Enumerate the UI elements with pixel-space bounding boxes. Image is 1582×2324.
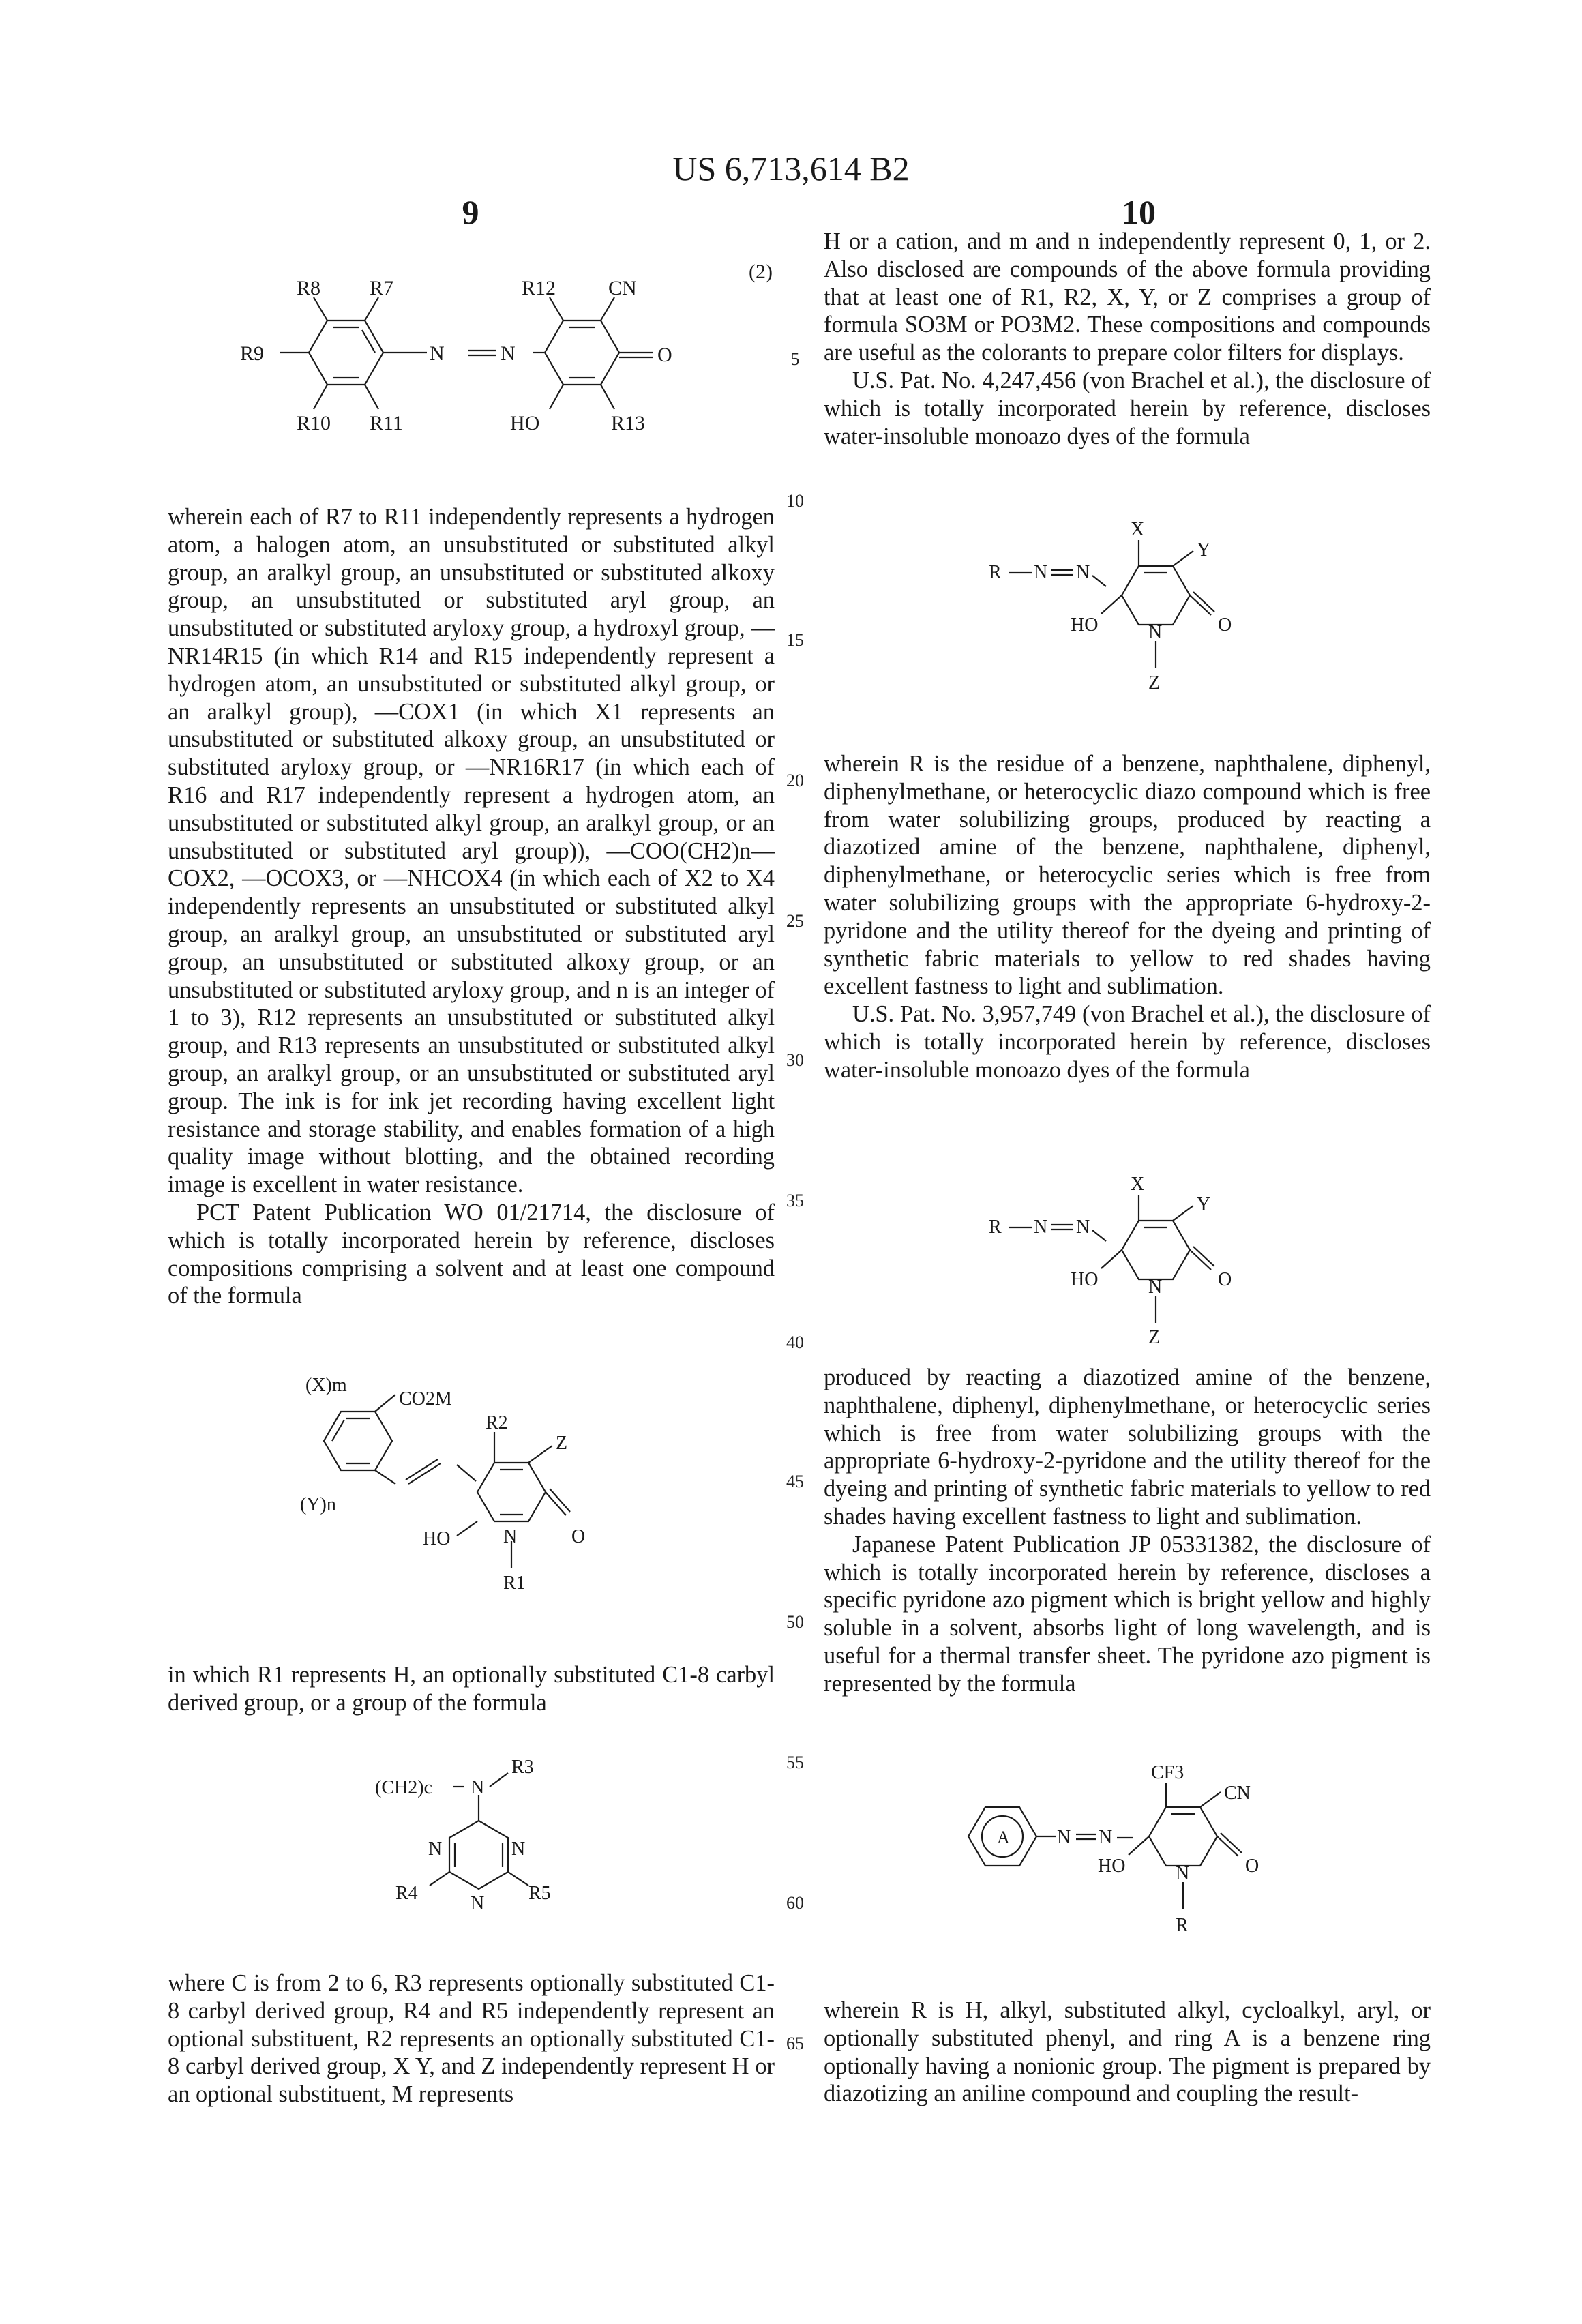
- right-column-lower: [824, 1364, 1431, 1698]
- label-n-top: N: [471, 1777, 484, 1798]
- label-r10: R10: [297, 412, 331, 434]
- left-column: [168, 503, 775, 1310]
- label-r5: R5: [528, 1883, 551, 1904]
- label-r: R: [989, 562, 1002, 583]
- label-o: O: [1245, 1856, 1259, 1877]
- line-number: 55: [775, 1753, 816, 1773]
- label-yn: (Y)n: [300, 1494, 336, 1515]
- line-number: 25: [775, 911, 816, 932]
- para-last: wherein R is H, alkyl, substituted alkyl, cycloalkyl, aryl, or optionally substituted phenyl, and ring A is a benzene ring optionally having a nonionic group. The pigment is prepared by diazotizing an aniline compound and coupling the result-: [824, 1997, 1431, 2108]
- label-azo-n1: N: [1034, 562, 1047, 583]
- label-o: O: [657, 344, 672, 366]
- patent-number: US 6,713,614 B2: [0, 149, 1582, 188]
- label-r8: R8: [297, 277, 320, 299]
- label-r13: R13: [611, 412, 645, 434]
- left-column-where: [168, 1969, 775, 2109]
- label-azo-n1: N: [1057, 1827, 1071, 1848]
- label-r7: R7: [370, 277, 393, 299]
- label-n-right: N: [511, 1838, 525, 1860]
- line-number: 45: [775, 1472, 816, 1492]
- structure-pyridone-2: [989, 1159, 1302, 1377]
- structure-pyridone-1: [989, 505, 1302, 723]
- label-r: R: [989, 1217, 1002, 1238]
- label-o: O: [1218, 1269, 1232, 1290]
- label-ho: HO: [1098, 1856, 1125, 1877]
- label-cf3: CF3: [1151, 1762, 1184, 1783]
- line-number: 50: [775, 1612, 816, 1633]
- label-cn: CN: [608, 277, 637, 299]
- para-749: U.S. Pat. No. 3,957,749 (von Brachel et al.), the disclosure of which is totally incorporated herein by reference, discloses water-insoluble monoazo dyes of the formula: [824, 1000, 1431, 1084]
- line-number: 10: [775, 491, 816, 511]
- label-azo-n1: N: [1034, 1217, 1047, 1238]
- label-r3: R3: [511, 1757, 534, 1778]
- label-n: N: [1148, 1277, 1162, 1298]
- label-r: R: [1176, 1915, 1189, 1936]
- label-cn: CN: [1224, 1783, 1251, 1804]
- label-y: Y: [1197, 1194, 1210, 1215]
- formula-tag: (2): [749, 260, 773, 284]
- structure-jp-pigment: [934, 1753, 1343, 1978]
- para-wherein-r: wherein R is the residue of a benzene, naphthalene, diphenyl, diphenylmethane, or heterocyclic diazo compound which is free from water solubilizing groups, produced by reacting a diazotized amine of the benzene, naphthalene, diphenyl, diphenylmethane, or heterocyclic series which is free from water solubilizing groups with the appropriate 6-hydroxy-2-pyridone and the utility thereof for the dyeing and printing of synthetic fabric materials to yellow to red shades having excellent fastness to light and sublimation.: [824, 750, 1431, 1000]
- label-r1: R1: [503, 1573, 526, 1594]
- label-azo-n2: N: [1076, 562, 1090, 583]
- para-produced: produced by reacting a diazotized amine of the benzene, naphthalene, diphenyl, diphenylmethane, or heterocyclic series which is free from water solubilizing groups with the appropriate 6-hydroxy-2-pyridone and the utility thereof for the dyeing and printing of synthetic fabric materials to yellow to red shades having excellent fastness to light and sublimation.: [824, 1364, 1431, 1531]
- label-xm: (X)m: [305, 1375, 347, 1396]
- label-n-bottom: N: [471, 1893, 484, 1914]
- right-column-top: [824, 228, 1431, 450]
- label-r9: R9: [240, 342, 264, 365]
- label-r12: R12: [522, 277, 556, 299]
- label-co2m: CO2M: [399, 1388, 452, 1410]
- right-page-number: 10: [1098, 192, 1180, 232]
- line-number: 15: [775, 630, 816, 651]
- line-number: 65: [775, 2034, 816, 2054]
- right-column-end: [824, 1997, 1431, 2108]
- label-ho: HO: [423, 1528, 450, 1549]
- label-x: X: [1131, 519, 1144, 540]
- label-o: O: [1218, 614, 1232, 636]
- label-azo-n2: N: [1076, 1217, 1090, 1238]
- line-number: 5: [775, 349, 816, 370]
- label-r2: R2: [486, 1412, 508, 1433]
- left-page-number: 9: [430, 192, 511, 232]
- label-ring-a: A: [997, 1828, 1010, 1847]
- para-formula2: wherein each of R7 to R11 independently represents a hydrogen atom, a halogen atom, an unsubstituted or substituted alkyl group, an aralkyl group, an unsubstituted or substituted alkoxy group, an unsubstituted or substituted aryl group, an unsubstituted or substituted aryloxy group, a hydroxyl group, —NR14R15 (in which R14 and R15 independently represent a hydrogen atom, an unsubstituted or substituted alkyl group, or an aralkyl group), —COX1 (in which X1 represents an unsubstituted or substituted alkoxy group, an unsubstituted or substituted aryloxy group, or —NR16R17 (in which each of R16 and R17 independently represent a hydrogen atom, an unsubstituted or substituted alkyl group, an aralkyl group, or an unsubstituted or substituted aryl group)), —COO(CH2)n—COX2, —OCOX3, or —NHCOX4 (in which each of X2 to X4 independently represents an unsubstituted or substituted alkyl group, an aralkyl group, an unsubstituted or substituted aryl group, an unsubstituted or substituted alkoxy group, or an unsubstituted or substituted aryloxy group, and n is an integer of 1 to 3), R12 represents an unsubstituted or substituted alkyl group, and R13 represents an unsubstituted or substituted alkyl group, an aralkyl group, or an unsubstituted or substituted aryl group. The ink is for ink jet recording having excellent light resistance and storage stability, and enables formation of a high quality image without blotting, and the obtained recording image is excellent in water resistance.: [168, 503, 775, 1199]
- para-cont: H or a cation, and m and n independently represent 0, 1, or 2. Also disclosed are compounds of the above formula providing that at least one of R1, R2, X, Y, or Z comprises a group of formula SO3M or PO3M2. These compositions and compounds are useful as the colorants to prepare color filters for displays.: [824, 228, 1431, 367]
- label-o: O: [571, 1526, 585, 1547]
- label-z: Z: [556, 1433, 567, 1454]
- label-ho: HO: [510, 412, 539, 434]
- label-n-left: N: [428, 1838, 442, 1860]
- para-jp: Japanese Patent Publication JP 05331382, the disclosure of which is totally incorporated herein by reference, discloses a specific pyridone azo pigment which is bright yellow and highly soluble in a solvent, absorbs light of long wavelength, and is useful for a thermal transfer sheet. The pyridone azo pigment is represented by the formula: [824, 1531, 1431, 1698]
- label-ho: HO: [1071, 1269, 1098, 1290]
- para-where-c: where C is from 2 to 6, R3 represents optionally substituted C1-8 carbyl derived group, R4 and R5 independently represent an optional substituent, R2 represents an optionally substituted C1-8 carbyl derived group, X Y, and Z independently represent H or an optional substituent, M represents: [168, 1969, 775, 2109]
- left-column-r1: [168, 1661, 775, 1717]
- structure-triazine: [368, 1746, 627, 1937]
- label-r11: R11: [370, 412, 403, 434]
- label-ch2c: (CH2)c: [375, 1777, 432, 1798]
- para-456: U.S. Pat. No. 4,247,456 (von Brachel et al.), the disclosure of which is totally incorporated herein by reference, discloses water-insoluble monoazo dyes of the formula: [824, 367, 1431, 450]
- line-number: 60: [775, 1893, 816, 1913]
- label-x: X: [1131, 1174, 1144, 1195]
- line-number: 20: [775, 771, 816, 791]
- label-z: Z: [1148, 672, 1160, 694]
- label-n: N: [503, 1526, 517, 1547]
- label-n: N: [1148, 622, 1162, 643]
- para-pct: PCT Patent Publication WO 01/21714, the disclosure of which is totally incorporated herein by reference, discloses compositions comprising a solvent and at least one compound of the formula: [168, 1199, 775, 1310]
- label-n2: N: [501, 342, 516, 365]
- label-z: Z: [1148, 1327, 1160, 1348]
- label-azo-n2: N: [1099, 1827, 1112, 1848]
- structure-formula-2: [225, 273, 743, 471]
- line-number: 40: [775, 1332, 816, 1353]
- para-r1: in which R1 represents H, an optionally substituted C1-8 carbyl derived group, or a group of the formula: [168, 1661, 775, 1717]
- label-n1: N: [430, 342, 445, 365]
- label-y: Y: [1197, 539, 1210, 561]
- right-column-mid: [824, 750, 1431, 1084]
- label-r4: R4: [395, 1883, 418, 1904]
- line-number: 30: [775, 1050, 816, 1071]
- label-ho: HO: [1071, 614, 1098, 636]
- label-n: N: [1176, 1863, 1189, 1884]
- structure-pct-compound: [286, 1364, 668, 1637]
- line-number: 35: [775, 1191, 816, 1211]
